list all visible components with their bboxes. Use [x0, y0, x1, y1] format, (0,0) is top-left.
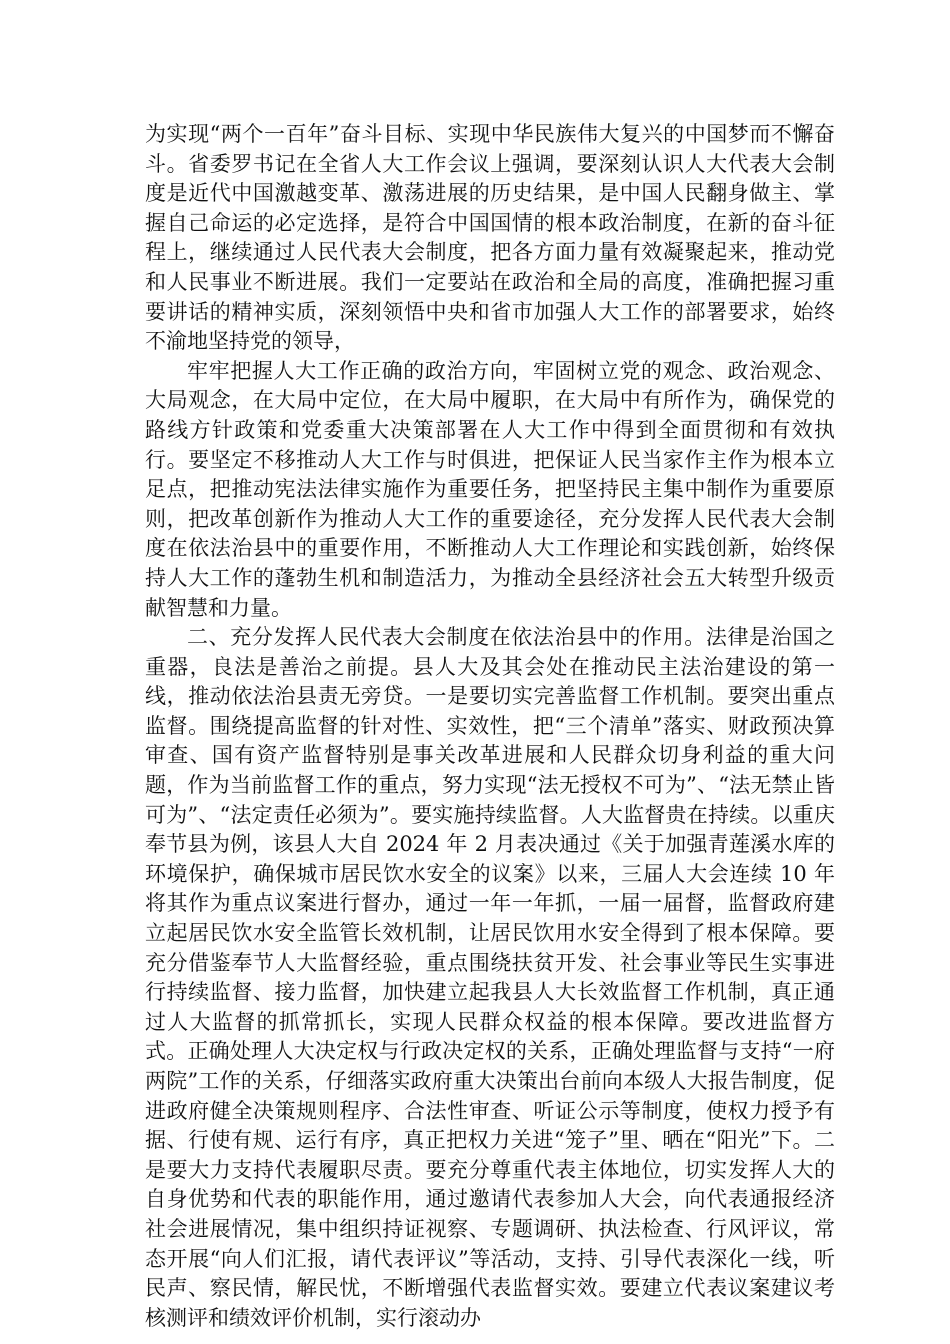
paragraph-continuation: 为实现“两个一百年”奋斗目标、实现中华民族伟大复兴的中国梦而不懈奋斗。省委罗书记在全省人大工作会议上强调，要深刻认识人大代表大会制度是近代中国激越变革、激荡进展的历史结果，是中国人民翻身做主、掌握自己命运的必定选择，是符合中国国情的根本政治制度，在新的奋斗征程上，继续通过人民代表大会制度，把各方面力量有效凝聚起来，推动党和人民事业不断进展。我们一定要站在政治和全局的高度，准确把握习重要讲话的精神实质，深刻领悟中央和省市加强人大工作的部署要求，始终不渝地坚持党的领导， [145, 122, 835, 354]
paragraph-political-direction: 牢牢把握人大工作正确的政治方向，牢固树立党的观念、政治观念、大局观念，在大局中定位，在大局中履职，在大局中有所作为，确保党的路线方针政策和党委重大决策部署在人大工作中得到全面贯彻和有效执行。要坚定不移推动人大工作与时俱进，把保证人民当家作主作为根本立足点，把推动宪法法律实施作为重要任务，把坚持民主集中制作为重要原则，把改革创新作为推动人大工作的重要途径，充分发挥人民代表大会制度在依法治县中的重要作用，不断推动人大工作理论和实践创新，始终保持人大工作的蓬勃生机和制造活力，为推动全县经济社会五大转型升级贡献智慧和力量。 [145, 358, 835, 620]
document-body [145, 120, 835, 1333]
paragraph-section-two: 二、充分发挥人民代表大会制度在依法治县中的作用。法律是治国之重器，良法是善治之前提。县人大及其会处在推动民主法治建设的第一线，推动依法治县责无旁贷。一是要切实完善监督工作机制。要突出重点监督。围绕提高监督的针对性、实效性，把“三个清单”落实、财政预决算审查、国有资产监督特别是事关改革进展和人民群众切身利益的重大问题，作为当前监督工作的重点，努力实现“法无授权不可为”、“法无禁止皆可为”、“法定责任必须为”。要实施持续监督。人大监督贵在持续。以重庆奉节县为例，该县人大自 2024 年 2 月表决通过《关于加强青莲溪水库的环境保护，确保城市居民饮水安全的议案》以来，三届人大会连续 10 年将其作为重点议案进行督办，通过一年一年抓，一届一届督，监督政府建立起居民饮水安全监管长效机制，让居民饮用水安全得到了根本保障。要充分借鉴奉节人大监督经验，重点围绕扶贫开发、社会事业等民生实事进行持续监督、接力监督，加快建立起我县人大长效监督工作机制，真正通过人大监督的抓常抓长，实现人民群众权益的根本保障。要改进监督方式。正确处理人大决定权与行政决定权的关系，正确处理监督与支持“一府两院”工作的关系，仔细落实政府重大决策出台前向本级人大报告制度，促进政府健全决策规则程序、合法性审查、听证公示等制度，使权力授予有据、行使有规、运行有序，真正把权力关进“笼子”里、晒在“阳光”下。二是要大力支持代表履职尽责。要充分尊重代表主体地位，切实发挥人大的自身优势和代表的职能作用，通过邀请代表参加人大会，向代表通报经济社会进展情况，集中组织持证视察、专题调研、执法检查、行风评议，常态开展“向人们汇报，请代表评议”等活动，支持、引导代表深化一线，听民声、察民情，解民忧，不断增强代表监督实效。要建立代表议案建议考核测评和绩效评价机制，实行滚动办 [145, 625, 835, 1330]
